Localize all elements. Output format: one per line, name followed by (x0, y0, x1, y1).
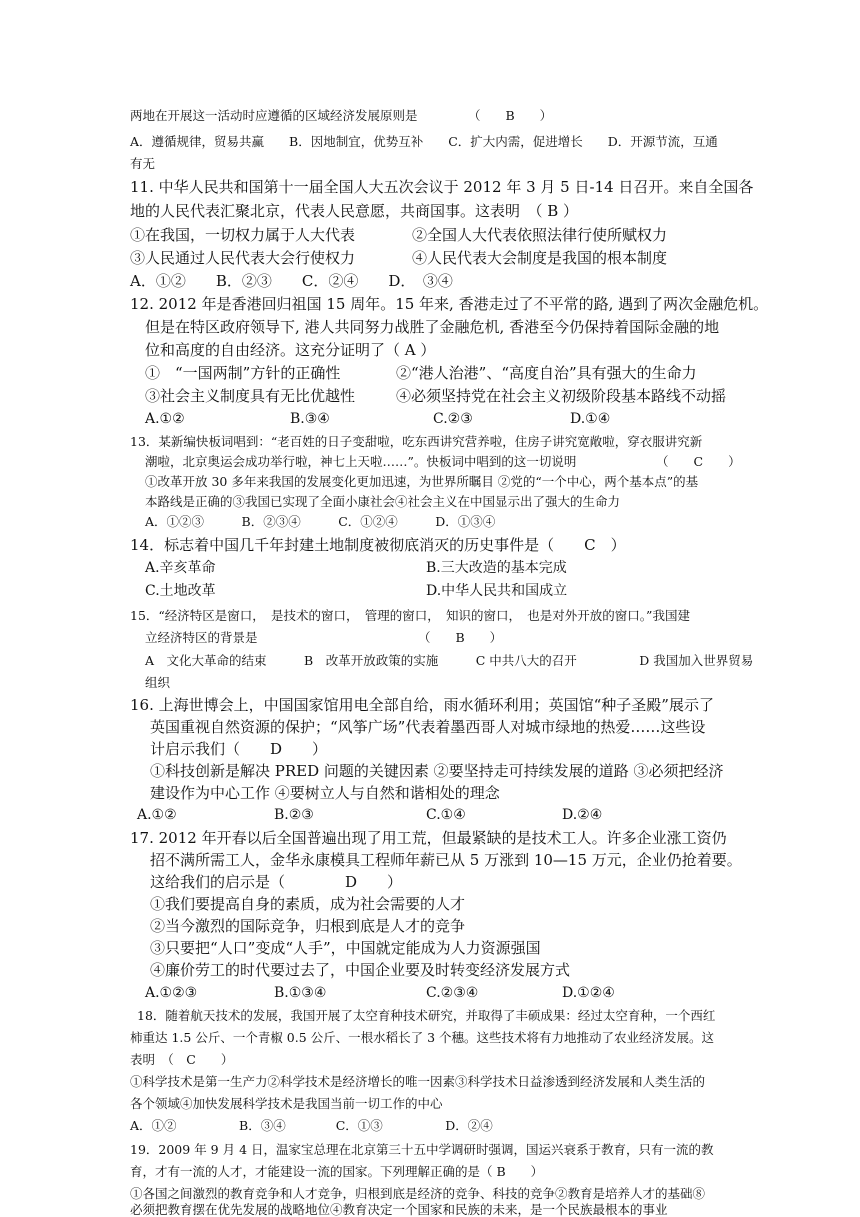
q14-option-d: D.中华人民共和国成立 (426, 583, 568, 599)
q18-statement-2: 各个领域④加快发展科学技术是我国当前一切工作的中心 (130, 1096, 443, 1111)
q16-option-d: D.②④ (562, 807, 603, 823)
q19-statement-1: ①各国之间激烈的教育竞争和人才竞争，归根到底是经济的竞争、科技的竞争②教育是培养人才的基础⑧ (130, 1186, 706, 1201)
q13-answer: （ C ） (656, 454, 741, 469)
q16-stem-line3: 计启示我们（ D ） (150, 740, 328, 758)
q10-options-cont: 有无 (130, 156, 156, 171)
q17-option-a: A.①②③ (145, 985, 198, 1001)
q12-option-d: D.①④ (570, 411, 611, 427)
q12-stem-line1: 12. 2012 年是香港回归祖国 15 周年。15 年来, 香港走过了不平常的路, 遇到了两次金融危机。 (130, 295, 769, 313)
q10-options: A．遵循规律，贸易共赢 B．因地制宜，优势互补 C．扩大内需，促进增长 D．开源节流，互通 (130, 134, 718, 149)
q11-options: A．①② B．②③ C．②④ D． ③④ (130, 272, 453, 290)
q17-option-c: C.②③④ (426, 985, 479, 1001)
q13-stem-line2: 潮啦，北京奥运会成功举行啦，神七上天啦……”。快板词中唱到的这一切说明 (145, 454, 577, 469)
q19-stem-line1: 19．2009 年 9 月 4 日，温家宝总理在北京第三十五中学调研时强调，国运兴衰系于教育，只有一流的教 (130, 1142, 714, 1157)
q15-answer: （ B ） (418, 630, 503, 645)
q12-option-a: A.①② (145, 411, 185, 427)
q17-statement-2: ②当今激烈的国际竞争，归根到底是人才的竞争 (150, 917, 466, 935)
q12-stem-line2: 但是在特区政府领导下, 港人共同努力战胜了金融危机, 香港至今仍保持着国际金融的地 (145, 318, 720, 336)
q16-stem-line2: 英国重视自然资源的保护；“风筝广场”代表着墨西哥人对城市绿地的热爱……这些设 (150, 718, 706, 736)
q17-statement-4: ④廉价劳工的时代要过去了，中国企业要及时转变经济发展方式 (150, 961, 571, 979)
q17-statement-1: ①我们要提高自身的素质，成为社会需要的人才 (150, 895, 466, 913)
q15-stem-line2: 立经济特区的背景是 (145, 630, 258, 645)
q11-statement-3: ③人民通过人民代表大会行使权力 (130, 249, 356, 267)
q11-statement-1: ①在我国，一切权力属于人大代表 (130, 226, 356, 244)
q17-stem-line1: 17. 2012 年开春以后全国普遍出现了用工荒，但最紧缺的是技术工人。许多企业涨工资仍 (130, 829, 727, 847)
q12-option-b: B.③④ (290, 411, 330, 427)
q16-statement-2: 建设作为中心工作 ④要树立人与自然和谐相处的理念 (150, 784, 500, 802)
q15-stem-line1: 15．“经济特区是窗口， 是技术的窗口， 管理的窗口， 知识的窗口， 也是对外开放的窗口。”我国建 (130, 608, 690, 623)
q14-option-a: A.辛亥革命 (145, 560, 216, 576)
q12-statement-1: ① “一国两制”方针的正确性 (145, 364, 341, 382)
q12-statement-2: ②“港人治港”、“高度自治”具有强大的生命力 (396, 364, 697, 382)
q11-statement-4: ④人民代表大会制度是我国的根本制度 (412, 249, 668, 267)
q13-statement-2: 本路线是正确的③我国已实现了全面小康社会④社会主义在中国显示出了强大的生命力 (145, 494, 621, 509)
q12-stem-line3: 位和高度的自由经济。这充分证明了（ A ） (145, 341, 436, 359)
q11-statement-2: ②全国人大代表依照法律行使所赋权力 (412, 226, 668, 244)
q13-statement-1: ①改革开放 30 多年来我国的发展变化更加迅速，为世界所瞩目 ②党的“一个中心，两个基本点”的基 (145, 474, 699, 489)
q12-option-c: C.②③ (433, 411, 473, 427)
q10-stem-tail: 两地在开展这一活动时应遵循的区域经济发展原则是 (130, 108, 418, 123)
q15-options: A 文化大革命的结束 B 改革开放政策的实施 C 中共八大的召开 D 我国加入世界贸易 (145, 653, 754, 668)
q16-option-a: A.①② (137, 807, 177, 823)
q11-stem-line1: 11. 中华人民共和国第十一届全国人大五次会议于 2012 年 3 月 5 日-14 日召开。来自全国各 (130, 178, 754, 196)
q10-answer: （ B ） (468, 108, 553, 123)
q16-option-c: C.①④ (426, 807, 466, 823)
q17-option-d: D.①②④ (562, 985, 615, 1001)
q14-option-b: B.三大改造的基本完成 (426, 560, 567, 576)
q18-statement-1: ①科学技术是第一生产力②科学技术是经济增长的唯一因素③科学技术日益渗透到经济发展和人类生活的 (130, 1074, 706, 1089)
q19-stem-line2: 育，才有一流的人才，才能建设一流的国家。下列理解正确的是（ B ） (130, 1164, 544, 1179)
q17-statement-3: ③只要把“人口”变成“人手”，中国就定能成为人力资源强国 (150, 939, 541, 957)
q11-stem-line2: 地的人民代表汇聚北京，代表人民意愿，共商国事。这表明 （ B ） (130, 202, 579, 220)
q18-stem-line2: 柿重达 1.5 公斤、一个青椒 0.5 公斤、一根水稻长了 3 个穗。这些技术将有力地推动了农业经济发展。这 (130, 1030, 715, 1045)
q18-stem-line1: 18．随着航天技术的发展，我国开展了太空育种技术研究，并取得了丰硕成果：经过太空育种，一个西红 (137, 1008, 716, 1023)
q12-statement-4: ④必须坚持党在社会主义初级阶段基本路线不动摇 (396, 387, 727, 405)
q18-options: A．①② B．③④ C．①③ D．②④ (130, 1118, 493, 1133)
q12-statement-3: ③社会主义制度具有无比优越性 (145, 387, 356, 405)
q16-statement-1: ①科技创新是解决 PRED 问题的关键因素 ②要坚持走可持续发展的道路 ③必须把经济 (150, 762, 724, 780)
q16-option-b: B.②③ (274, 807, 314, 823)
q13-stem-line1: 13．某新编快板词唱到：“老百姓的日子变甜啦，吃东西讲究营养啦，住房子讲究宽敞啦，穿衣服讲究新 (130, 434, 703, 449)
q17-option-b: B.①③④ (274, 985, 327, 1001)
q15-options-cont: 组织 (145, 675, 171, 690)
q14-stem: 14．标志着中国几千年封建土地制度被彻底消灭的历史事件是（ C ） (130, 536, 626, 554)
q14-option-c: C.土地改革 (145, 583, 216, 599)
q18-stem-line3: 表明 （ C ） (130, 1052, 234, 1067)
q13-options: A．①②③ B．②③④ C．①②④ D．①③④ (145, 514, 496, 529)
q19-statement-2: 必须把教育摆在优先发展的战略地位④教育决定一个国家和民族的未来，是一个民族最根本的事业 (130, 1202, 668, 1217)
q17-stem-line2: 招不满所需工人，金华永康模具工程师年薪已从 5 万涨到 10—15 万元，企业仍抢着要。 (150, 851, 742, 869)
q16-stem-line1: 16. 上海世博会上，中国国家馆用电全部自给，雨水循环利用；英国馆“种子圣殿”展示了 (130, 696, 714, 714)
q17-stem-line3: 这给我们的启示是（ D ） (150, 873, 403, 891)
